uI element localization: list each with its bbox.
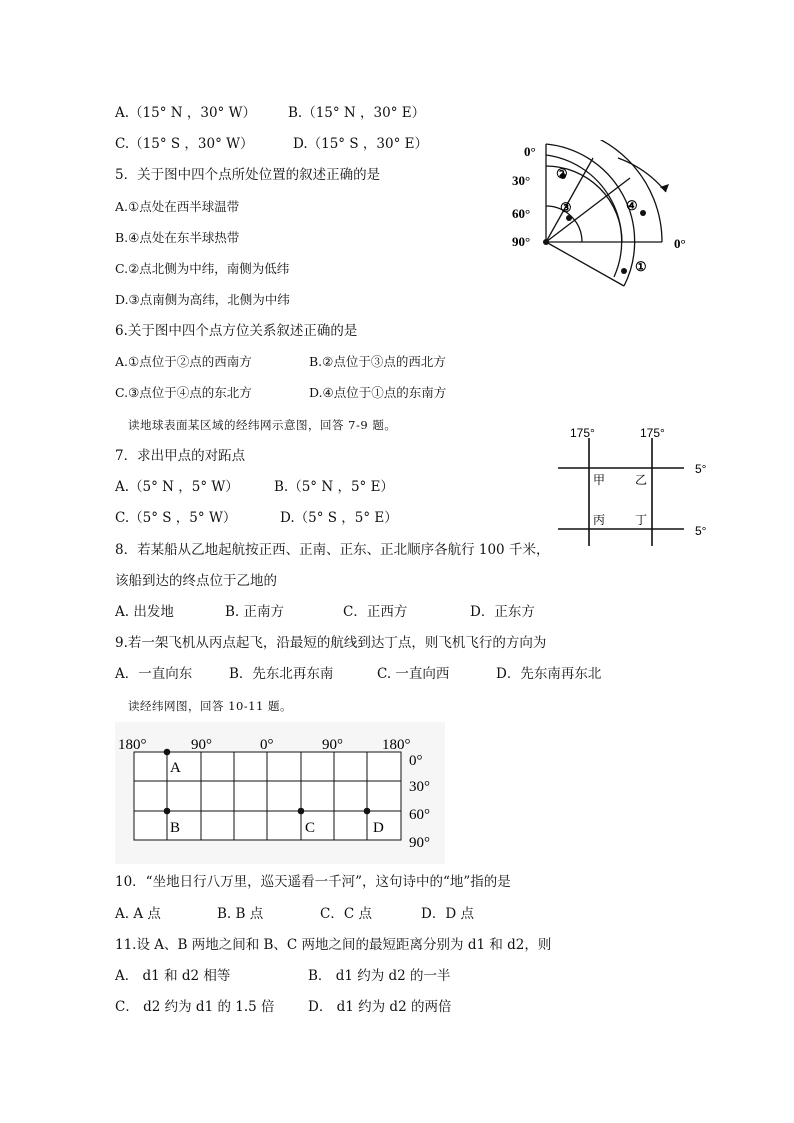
q4-option-b: B.（15° N ，30° E） [288, 105, 426, 121]
q9-option-c: C. 一直向西 [377, 666, 450, 682]
question-5: 5．关于图中四个点所处位置的叙述正确的是 [115, 167, 381, 183]
q7-option-d: D.（5° S ，5° E） [280, 510, 398, 526]
q7-option-c: C.（5° S ，5° W） [115, 510, 237, 526]
q7-option-b: B.（5° N ，5° E） [274, 479, 394, 495]
lon-label-left: 175° [570, 426, 595, 440]
lon-label-90-right: 90° [322, 737, 343, 753]
point-a-label: A [170, 760, 181, 776]
lon-label-0: 0° [674, 236, 686, 251]
lon-label-right: 175° [640, 426, 665, 440]
point-d-dot [364, 808, 371, 815]
pole-point [543, 239, 549, 245]
lon-label-90-left: 90° [191, 737, 212, 753]
q9-option-b: B．先东北再东南 [229, 666, 334, 682]
lat-label-bottom: 5° [695, 524, 707, 538]
point-b-label: B [170, 820, 181, 836]
lat-label-30: 30° [512, 173, 531, 188]
q10-option-b: B. B 点 [217, 906, 264, 922]
lat-label-0: 0° [524, 144, 536, 159]
q5-option-c: C.②点北侧为中纬，南侧为低纬 [115, 261, 290, 276]
lat-label-90: 90° [409, 835, 430, 851]
q11-option-b: B． d1 约为 d2 的一半 [308, 968, 451, 984]
graticule-grid-diagram [115, 722, 445, 864]
lat-label-90: 90° [512, 234, 531, 249]
q10-option-d: D．D 点 [421, 906, 474, 922]
q6-option-c: C.③点位于④点的东北方 [115, 385, 252, 400]
lat-label-60: 60° [512, 206, 531, 221]
q4-option-c: C.（15° S ，30° W） [115, 136, 254, 152]
q11-option-d: D． d1 约为 d2 的两倍 [308, 999, 452, 1015]
point-a-dot [164, 749, 171, 756]
q5-option-a: A.①点处在西半球温带 [115, 199, 240, 214]
q8-option-a: A. 出发地 [115, 604, 174, 620]
lat-label-60: 60° [409, 807, 430, 823]
q5-option-d: D.③点南侧为高纬，北侧为中纬 [115, 292, 290, 307]
q8-option-b: B. 正南方 [225, 604, 285, 620]
q7-option-a: A.（5° N ，5° W） [115, 479, 239, 495]
point-2-label: ② [556, 166, 568, 181]
question-6: 6.关于图中四个点方位关系叙述正确的是 [115, 323, 358, 339]
point-3-dot [566, 215, 572, 221]
lat-label-30: 30° [409, 779, 430, 795]
q9-option-a: A．一直向东 [115, 666, 193, 682]
point-c-label: C [305, 820, 316, 836]
region-grid-diagram [552, 424, 722, 552]
meridian-line [546, 242, 624, 286]
q10-option-a: A. A 点 [115, 906, 161, 922]
point-1-dot [621, 268, 627, 274]
polar-latitude-diagram [506, 140, 706, 290]
q8-option-c: C．正西方 [343, 604, 408, 620]
q5-option-b: B.④点处在东半球热带 [115, 230, 240, 245]
q4-option-d: D.（15° S ，30° E） [293, 136, 428, 152]
q6-option-b: B.②点位于③点的西北方 [309, 354, 446, 369]
point-3-label: ③ [560, 200, 572, 215]
question-9: 9.若一架飞机从丙点起飞，沿最短的航线到达丁点，则飞机飞行的方向为 [115, 635, 547, 651]
q11-option-c: C． d2 约为 d1 的 1.5 倍 [115, 999, 275, 1015]
lat-label-0: 0° [409, 753, 423, 769]
question-10: 10．“坐地日行八万里，巡天遥看一千河”，这句诗中的“地”指的是 [115, 874, 511, 890]
q6-option-a: A.①点位于②点的西南方 [115, 354, 252, 369]
point-4-label: ④ [626, 198, 638, 213]
cell-bing: 丙 [593, 513, 606, 527]
lon-label-180-left: 180° [118, 737, 147, 753]
reading-prompt-7-9: 读地球表面某区域的经纬网示意图，回答 7-9 题。 [128, 418, 397, 432]
lon-label-180-right: 180° [382, 737, 411, 753]
point-1-label: ① [635, 259, 647, 274]
cell-yi: 乙 [635, 473, 648, 487]
rotation-arrow [618, 158, 666, 192]
point-c-dot [298, 808, 305, 815]
q4-option-a: A.（15° N ，30° W） [115, 105, 256, 121]
question-7: 7．求出甲点的对跖点 [115, 448, 246, 464]
lon-label-0: 0° [260, 737, 274, 753]
point-4-dot [640, 210, 646, 216]
q9-option-d: D．先东南再东北 [496, 666, 602, 682]
lat-label-top: 5° [695, 462, 707, 476]
q6-option-d: D.④点位于①点的东南方 [309, 385, 447, 400]
reading-prompt-10-11: 读经纬网图，回答 10-11 题。 [128, 699, 292, 713]
question-8: 8．若某船从乙地起航按正西、正南、正东、正北顺序各航行 100 千米， [115, 542, 550, 558]
point-b-dot [164, 808, 171, 815]
cell-ding: 丁 [635, 513, 648, 527]
q8-option-d: D．正东方 [470, 604, 535, 620]
question-8-cont: 该船到达的终点位于乙地的 [115, 573, 277, 589]
q11-option-a: A． d1 和 d2 相等 [115, 968, 231, 984]
cell-jia: 甲 [593, 473, 606, 487]
q10-option-c: C．C 点 [320, 906, 372, 922]
question-11: 11.设 A、B 两地之间和 B、C 两地之间的最短距离分别为 d1 和 d2，则 [115, 937, 552, 953]
meridian-line [546, 178, 630, 242]
point-d-label: D [373, 820, 384, 836]
lat-circle-0 [546, 140, 662, 242]
